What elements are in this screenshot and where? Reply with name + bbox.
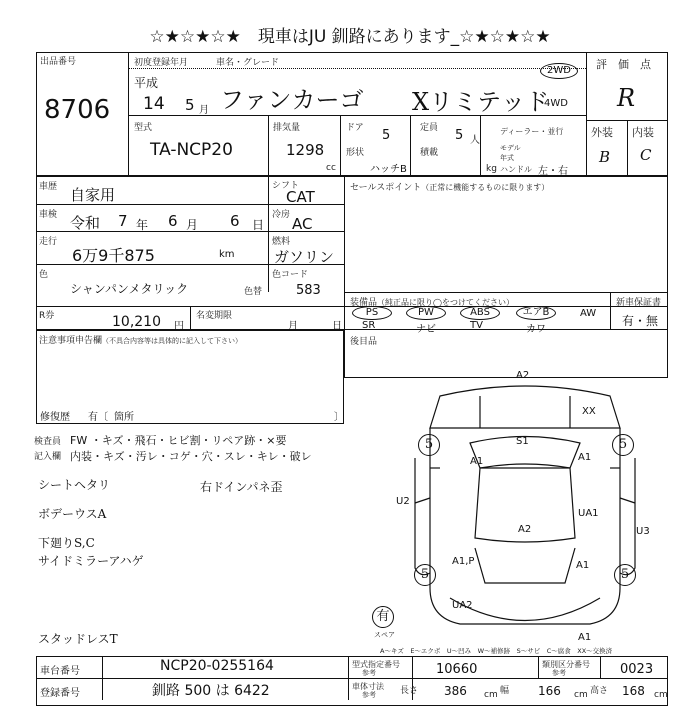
- note-right: 右ドインパネ歪: [200, 480, 283, 494]
- fuel-value: ガソリン: [274, 248, 335, 266]
- equipment-title: 装備品: [350, 298, 378, 308]
- capacity-label: 定員: [420, 123, 439, 133]
- equipment-item-2: ABS: [460, 306, 500, 320]
- note-line-1: シートヘタリ: [38, 478, 111, 492]
- class-number-value: 0023: [620, 662, 654, 677]
- length-value: 386: [444, 684, 467, 698]
- car-name-label: 車名・グレード: [216, 58, 280, 68]
- model-year-label: モデル年式: [500, 144, 521, 162]
- spare-label: スペア: [374, 631, 395, 639]
- drive-2wd: 2WD: [540, 63, 578, 79]
- handle-value: 左・右: [538, 166, 568, 177]
- note-line-4: サイドミラーアハゲ: [38, 554, 144, 568]
- chassis-label: 車台番号: [40, 666, 80, 677]
- tire-rear-right: 5: [614, 564, 636, 586]
- dimensions-label: 車体寸法: [352, 682, 384, 691]
- first-reg-label: 初度登録年月: [134, 58, 189, 68]
- note-studless: スタッドレスT: [38, 632, 118, 646]
- tire-rear-left: 5: [414, 564, 436, 586]
- inspection-month: 6: [168, 212, 178, 230]
- color-code: 583: [296, 283, 321, 298]
- repair-label: 修復歴: [40, 412, 70, 423]
- equipment-item-3-sub: カワ: [526, 324, 546, 335]
- shift-label: シフト: [272, 181, 300, 191]
- type-number-value: 10660: [436, 662, 478, 677]
- color-swap-label: 色替: [244, 287, 263, 297]
- history-label: 車歴: [39, 182, 58, 192]
- tire-front-left: 5: [418, 434, 440, 456]
- reg-deadline-month: 月: [288, 321, 298, 332]
- class-number-label: 類別区分番号: [542, 660, 590, 669]
- tire-front-right: 5: [612, 434, 634, 456]
- repair-close: 〕: [334, 412, 344, 423]
- inspection-label: 車検: [39, 210, 58, 220]
- dmg-a1-r1: A1: [578, 452, 592, 463]
- inspection-month-unit: 月: [186, 218, 199, 232]
- registration-label: 登録番号: [40, 688, 80, 699]
- note-line-2: ボデーウスA: [38, 507, 107, 521]
- dealer-parallel-label: ディーラー・並行: [500, 127, 564, 136]
- inspection-year: 7: [118, 212, 128, 230]
- drive-4wd: 4WD: [544, 98, 568, 109]
- equipment-item-4: AW: [580, 308, 597, 319]
- warranty-label: 新車保証書: [616, 298, 662, 308]
- interior-value: C: [640, 146, 652, 164]
- spare-tire: 有: [372, 606, 394, 628]
- model-label: 型式: [134, 123, 153, 133]
- doors-value: 5: [382, 128, 391, 143]
- notes-title: 注意事項申告欄: [39, 336, 103, 346]
- load-label: 積載: [420, 148, 439, 158]
- color-value: シャンパンメタリック: [70, 282, 189, 296]
- score-label: 評 価 点: [596, 58, 651, 71]
- sales-point-title: セールスポイント: [350, 183, 422, 193]
- recycle-label: R券: [39, 311, 55, 321]
- mileage-unit: km: [219, 249, 235, 260]
- dmg-a1-r2: A1: [576, 560, 590, 571]
- inspection-day-unit: 日: [252, 218, 265, 232]
- reg-deadline-label: 名変期限: [196, 311, 233, 321]
- notes-note: （不具合内容等は具体的に記入して下さい）: [102, 337, 243, 345]
- length-label: 長さ: [400, 686, 419, 696]
- dmg-u3: U3: [636, 526, 650, 537]
- handle-label: ハンドル: [500, 165, 532, 174]
- fuel-label: 燃料: [272, 237, 291, 247]
- dmg-ua1: UA1: [578, 508, 599, 519]
- doors-label: ドア: [346, 123, 364, 133]
- inspection-day: 6: [230, 212, 240, 230]
- score-value: R: [617, 84, 636, 112]
- dmg-ua2: UA2: [452, 600, 473, 611]
- equipment-item-0-sub: SR: [362, 320, 376, 331]
- dmg-s1: S1: [516, 436, 529, 447]
- reg-deadline-day: 日: [332, 321, 342, 332]
- diagram-legend: A～キズ E～エクボ U～凹み W～補修跡 S～サビ C～腐食 XX～交換済: [380, 647, 613, 655]
- first-reg-era: 平成: [134, 76, 159, 90]
- dmg-a1-rear: A1: [578, 632, 592, 643]
- class-number-sub: 参考: [552, 669, 566, 677]
- inspector-text: FW ・キズ・飛石・ヒビ割・リペア跡・×要: [70, 434, 287, 447]
- displacement-label: 排気量: [273, 123, 301, 133]
- mileage-label: 走行: [39, 237, 58, 247]
- mileage-value: 6万9千875: [72, 246, 155, 265]
- color-label: 色: [39, 270, 49, 280]
- recycle-value: 10,210: [112, 314, 161, 330]
- lot-number: 8706: [44, 95, 111, 125]
- capacity-value: 5: [455, 128, 464, 143]
- equipment-item-1: PW: [406, 306, 446, 320]
- equipment-item-1-sub: ナビ: [416, 324, 436, 335]
- shift-value: CAT: [286, 188, 315, 206]
- dmg-a2-top: A2: [516, 370, 530, 381]
- color-code-label: 色コード: [272, 270, 309, 280]
- capacity-unit: 人: [470, 135, 480, 146]
- entry-text: 内装・キズ・汚レ・コゲ・穴・スレ・キレ・破レ: [70, 450, 312, 463]
- height-label: 高さ: [590, 686, 609, 696]
- ac-value: AC: [292, 215, 313, 233]
- rear-label: 後目品: [350, 337, 378, 347]
- sales-point-label: [350, 180, 549, 193]
- dmg-a1p: A1,P: [452, 556, 475, 567]
- displacement-unit: cc: [326, 163, 336, 173]
- exterior-label: 外装: [591, 126, 613, 139]
- height-unit: cm: [654, 690, 668, 700]
- repair-unit: 箇所: [114, 412, 134, 423]
- inspector-label: 検査員: [34, 437, 62, 447]
- exterior-value: B: [599, 148, 611, 166]
- width-label: 幅: [500, 686, 510, 696]
- inspection-year-unit: 年: [136, 218, 149, 232]
- header-banner: ☆★☆★☆★ 現車はJU 釧路にあります_☆★☆★☆★: [149, 27, 551, 47]
- dmg-xx: XX: [582, 406, 596, 417]
- dmg-a1-l: A1: [470, 456, 484, 467]
- inspection-era: 令和: [70, 214, 101, 232]
- note-line-3: 下廻りS,C: [38, 536, 95, 550]
- load-unit: kg: [486, 164, 497, 174]
- dimensions-sub: 参考: [362, 691, 376, 699]
- history-value: 自家用: [70, 186, 116, 204]
- first-reg-month: 5: [185, 96, 195, 114]
- shape-value: ハッチB: [370, 164, 407, 175]
- equipment-item-3: エアB: [516, 306, 556, 320]
- length-unit: cm: [484, 690, 498, 700]
- chassis-value: NCP20-0255164: [160, 658, 274, 674]
- repair-value: 有〔: [88, 412, 108, 423]
- car-name: ファンカーゴ: [220, 86, 364, 114]
- registration-value: 釧路 500 は 6422: [152, 683, 270, 699]
- car-grade: Xリミテッド: [412, 88, 550, 116]
- lot-label: 出品番号: [40, 57, 77, 67]
- model-value: TA-NCP20: [150, 140, 233, 160]
- equipment-note: （純正品に限り◯をつけてください）: [377, 298, 514, 307]
- first-reg-year: 14: [143, 94, 165, 114]
- dmg-a2-mid: A2: [518, 524, 532, 535]
- displacement-value: 1298: [286, 141, 325, 159]
- height-value: 168: [622, 684, 645, 698]
- entry-label: 記入欄: [34, 452, 62, 462]
- equipment-item-0: PS: [352, 306, 392, 320]
- notes-label: [39, 333, 242, 346]
- ac-label: 冷房: [272, 210, 291, 220]
- sales-point-note: （正常に機能するものに限ります）: [421, 183, 550, 192]
- dmg-u2: U2: [396, 496, 410, 507]
- shape-label: 形状: [346, 148, 365, 158]
- first-reg-month-unit: 月: [199, 105, 209, 116]
- width-value: 166: [538, 684, 561, 698]
- car-damage-diagram: [370, 368, 680, 658]
- interior-label: 内装: [632, 126, 654, 139]
- recycle-unit: 円: [174, 321, 184, 332]
- type-number-label: 型式指定番号: [352, 660, 400, 669]
- type-number-sub: 参考: [362, 669, 376, 677]
- equipment-item-2-sub: TV: [470, 320, 483, 331]
- width-unit: cm: [574, 690, 588, 700]
- warranty-value: 有・無: [622, 314, 659, 328]
